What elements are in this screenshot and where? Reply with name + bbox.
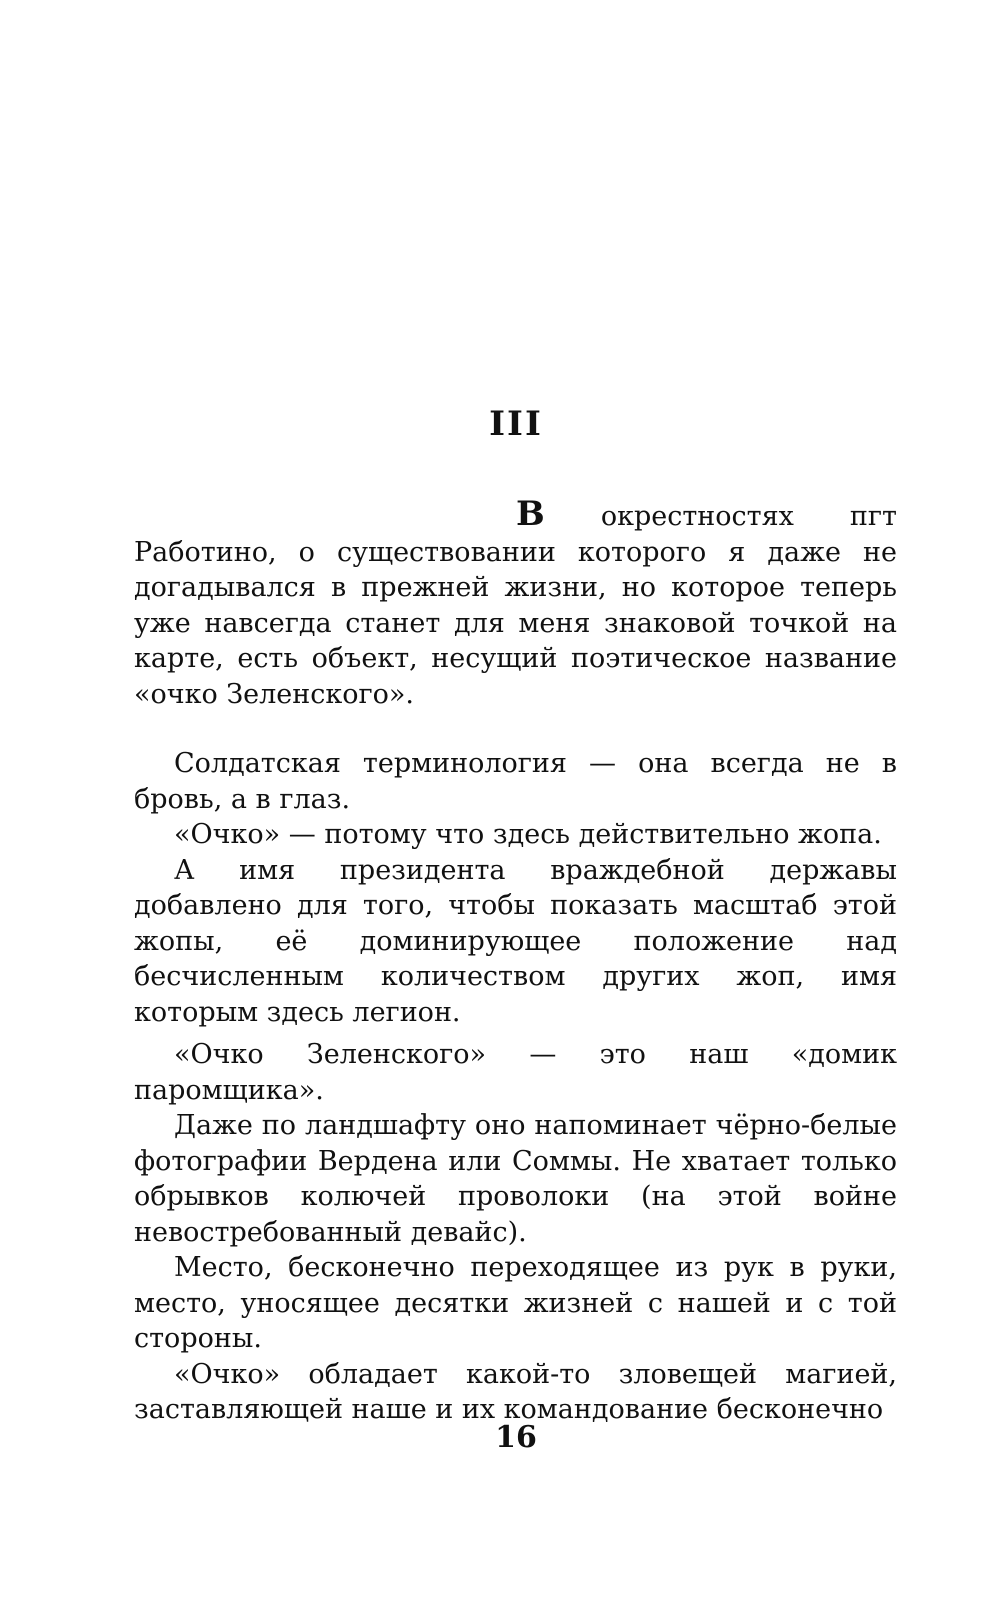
opening-text: окрестностях пгт Работино, о существовании которого я даже не догадывался в прежней жизни, но которое теперь уже навсегда станет для меня знаковой точкой на карте, есть объект, несущий поэтическое название «очко Зеленского». <box>134 501 897 710</box>
paragraph-group-3 <box>134 1037 897 1428</box>
chapter-number: III <box>489 404 543 444</box>
drop-initial: В <box>516 494 545 534</box>
paragraph: Солдатская терминология — она всегда не в бровь, а в глаз. <box>134 748 897 815</box>
paragraph: «Очко» обладает какой-то зловещей магией, заставляющей наше и их командование бесконечно <box>134 1358 897 1425</box>
paragraph <box>134 494 897 712</box>
paragraph: Даже по ландшафту оно напоминает чёрно-белые фотографии Вердена или Соммы. Не хватает только обрывков колючей проволоки (на этой войне невостребованный девайс). <box>134 1110 897 1248</box>
paragraph: «Очко Зеленского» — это наш «домик паромщика». <box>134 1039 897 1106</box>
paragraph-group-2 <box>134 746 897 1030</box>
paragraph: Место, бесконечно переходящее из рук в руки, место, уносящее десятки жизней с нашей и с той стороны. <box>134 1252 897 1354</box>
paragraph: А имя президента враждебной державы добавлено для того, чтобы показать масштаб этой жопы, её доминирующее положение над бесчисленным количеством других жоп, имя которым здесь легион. <box>134 854 897 1028</box>
page-number: 16 <box>495 1420 537 1455</box>
paragraph: «Очко» — потому что здесь действительно жопа. <box>174 819 882 850</box>
opening-paragraph <box>134 494 897 712</box>
